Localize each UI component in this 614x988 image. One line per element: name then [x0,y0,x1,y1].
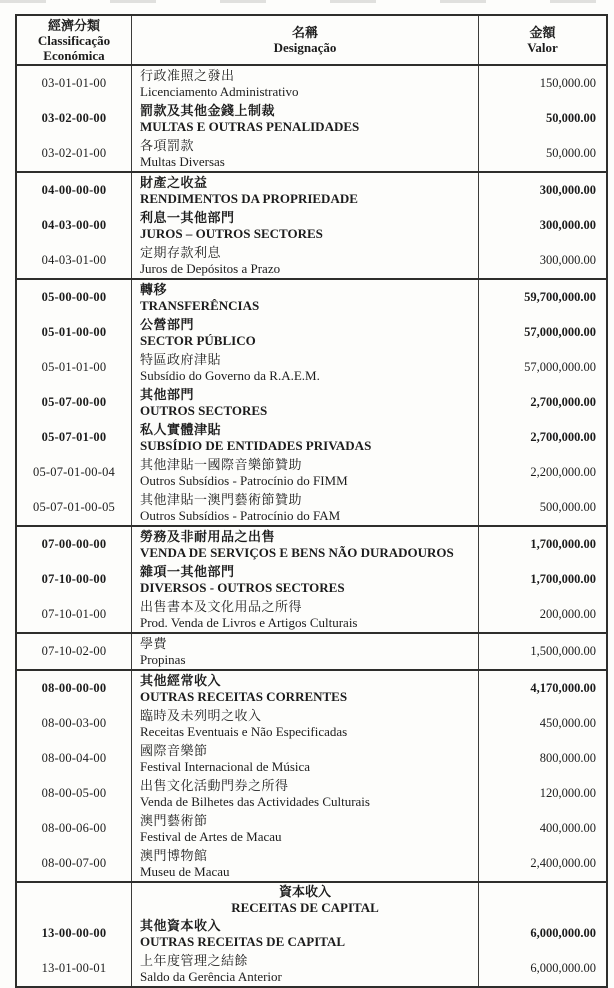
row-name-pt: RENDIMENTOS DA PROPRIEDADE [140,191,358,206]
row-code: 07-10-01-00 [17,597,132,632]
table-row [17,208,606,243]
header-classification [17,16,132,64]
table-row [17,350,606,385]
row-code: 08-00-04-00 [17,741,132,776]
table-row [17,671,606,706]
budget-revenue-table [15,14,608,988]
header-classification-zh: 經濟分類 [47,17,100,33]
row-code: 13-01-00-01 [17,951,132,986]
scan-edge-artifact [0,0,614,3]
row-name-pt: OUTROS SECTORES [140,403,268,418]
row-name-zh: 轉移 [140,282,168,297]
row-name-pt: Subsídio do Governo da R.A.E.M. [140,368,320,383]
table-section [17,669,606,881]
table-section [17,64,606,171]
row-designation [132,811,479,846]
row-name-pt: Festival Internacional de Música [140,759,311,774]
row-code: 05-01-01-00 [17,350,132,385]
table-row [17,385,606,420]
row-value: 6,000,000.00 [530,961,596,975]
table-row [17,455,606,490]
row-name-zh: 各項罰款 [140,138,195,153]
row-name-zh: 勞務及非耐用品之出售 [140,529,276,544]
table-section [17,525,606,632]
row-name-pt: Propinas [140,652,186,667]
table-section [17,171,606,278]
row-name-pt: Outros Subsídios - Patrocínio do FIMM [140,473,348,488]
row-value: 300,000.00 [539,253,596,267]
row-name-zh: 其他經常收入 [140,673,222,688]
row-designation [132,420,479,455]
header-designation-zh: 名稱 [291,25,318,40]
row-code: 03-02-01-00 [17,136,132,171]
row-code: 08-00-05-00 [17,776,132,811]
row-code: 07-00-00-00 [17,527,132,562]
row-name-zh: 出售書本及文化用品之所得 [140,599,303,614]
row-value: 300,000.00 [539,183,596,197]
table-row [17,776,606,811]
row-value: 400,000.00 [539,821,596,835]
row-value: 57,000,000.00 [524,360,596,374]
row-name-pt: DIVERSOS - OUTROS SECTORES [140,580,345,595]
row-name-pt: OUTRAS RECEITAS CORRENTES [140,689,348,704]
row-name-pt: JUROS – OUTROS SECTORES [140,226,323,241]
row-designation [132,280,479,315]
row-code: 03-02-00-00 [17,101,132,136]
row-name-zh: 上年度管理之結餘 [140,953,249,968]
table-header-row [17,16,606,64]
row-designation [132,846,479,881]
row-value: 2,200,000.00 [530,465,596,479]
row-name-zh: 澳門博物館 [140,848,208,863]
row-value: 6,000,000.00 [530,926,596,940]
row-designation [132,350,479,385]
row-value: 50,000.00 [546,111,596,125]
table-section [17,881,606,986]
row-name-zh: 行政准照之發出 [140,68,235,83]
row-code: 04-03-00-00 [17,208,132,243]
section-title-value-cell [479,883,606,916]
row-value: 57,000,000.00 [524,325,596,339]
row-name-zh: 利息一其他部門 [140,210,235,225]
row-name-pt: Prod. Venda de Livros e Artigos Culturais [140,615,358,630]
row-designation [132,101,479,136]
table-body [17,64,606,986]
row-code: 08-00-06-00 [17,811,132,846]
row-designation [132,315,479,350]
table-row [17,527,606,562]
row-name-zh: 出售文化活動門券之所得 [140,778,289,793]
row-name-zh: 私人實體津貼 [140,422,222,437]
row-name-pt: Museu de Macau [140,864,230,879]
row-name-pt: VENDA DE SERVIÇOS E BENS NÃO DURADOUROS [140,545,454,560]
row-name-zh: 國際音樂節 [140,743,208,758]
table-row [17,66,606,101]
row-designation [132,671,479,706]
table-row [17,741,606,776]
row-name-zh: 澳門藝術節 [140,813,208,828]
header-classification-pt-1: Classificação [37,32,111,48]
row-name-zh: 財產之收益 [140,175,208,190]
row-code: 08-00-00-00 [17,671,132,706]
row-designation [132,208,479,243]
row-name-zh: 其他部門 [140,387,195,402]
table-row [17,173,606,208]
row-name-pt: Venda de Bilhetes das Actividades Culturais [140,794,370,809]
header-designation-pt: Designação [273,40,337,55]
header-designation [132,16,479,64]
table-row [17,597,606,632]
table-row [17,811,606,846]
row-code: 05-01-00-00 [17,315,132,350]
table-section [17,278,606,525]
row-value: 1,700,000.00 [530,537,596,551]
row-name-pt: Juros de Depósitos a Prazo [140,261,281,276]
row-value: 300,000.00 [539,218,596,232]
row-name-zh: 罰款及其他金錢上制裁 [140,103,276,118]
row-name-zh: 學費 [140,636,168,651]
row-designation [132,527,479,562]
row-value: 500,000.00 [539,500,596,514]
row-name-pt: OUTRAS RECEITAS DE CAPITAL [140,934,346,949]
row-code: 13-00-00-00 [17,916,132,951]
table-row [17,490,606,525]
section-title-code-cell [17,883,132,916]
row-name-zh: 其他資本收入 [140,918,222,933]
table-row [17,951,606,986]
row-name-pt: Receitas Eventuais e Não Especificadas [140,724,348,739]
table-row [17,916,606,951]
row-name-pt: Saldo da Gerência Anterior [140,969,282,984]
row-name-zh: 雜項一其他部門 [140,564,235,579]
row-designation [132,490,479,525]
row-designation [132,136,479,171]
row-designation [132,741,479,776]
row-designation [132,597,479,632]
section-title-row [17,883,606,916]
row-name-pt: MULTAS E OUTRAS PENALIDADES [140,119,360,134]
row-designation [132,706,479,741]
table-row [17,315,606,350]
row-value: 2,400,000.00 [530,856,596,870]
table-row [17,634,606,669]
row-value: 2,700,000.00 [530,395,596,409]
section-title-pt: RECEITAS DE CAPITAL [231,899,379,915]
row-code: 07-10-00-00 [17,562,132,597]
row-designation [132,634,479,669]
row-value: 50,000.00 [546,146,596,160]
row-code: 04-00-00-00 [17,173,132,208]
row-designation [132,66,479,101]
header-classification-pt-2: Económica [43,47,105,63]
row-value: 1,500,000.00 [530,644,596,658]
row-code: 03-01-01-00 [17,66,132,101]
table-section [17,632,606,669]
row-designation [132,951,479,986]
row-designation [132,776,479,811]
row-code: 05-00-00-00 [17,280,132,315]
row-code: 05-07-00-00 [17,385,132,420]
table-row [17,280,606,315]
row-designation [132,916,479,951]
row-code: 08-00-07-00 [17,846,132,881]
row-name-pt: Outros Subsídios - Patrocínio do FAM [140,508,341,523]
header-value-pt: Valor [527,40,558,55]
table-row [17,136,606,171]
row-code: 07-10-02-00 [17,634,132,669]
row-name-zh: 特區政府津貼 [140,352,222,367]
row-code: 04-03-01-00 [17,243,132,278]
row-name-pt: SUBSÍDIO DE ENTIDADES PRIVADAS [140,438,372,453]
row-value: 120,000.00 [539,786,596,800]
row-value: 200,000.00 [539,607,596,621]
table-row [17,243,606,278]
row-value: 800,000.00 [539,751,596,765]
section-title-zh: 資本收入 [278,883,331,899]
row-name-pt: TRANSFERÊNCIAS [140,298,260,313]
row-code: 05-07-01-00-05 [17,490,132,525]
row-value: 2,700,000.00 [530,430,596,444]
row-name-zh: 定期存款利息 [140,245,222,260]
row-designation [132,385,479,420]
row-value: 1,700,000.00 [530,572,596,586]
row-code: 05-07-01-00-04 [17,455,132,490]
table-row [17,562,606,597]
row-name-zh: 臨時及未列明之收入 [140,708,262,723]
row-name-pt: SECTOR PÚBLICO [140,333,256,348]
row-value: 150,000.00 [539,76,596,90]
row-code: 05-07-01-00 [17,420,132,455]
row-name-pt: Festival de Artes de Macau [140,829,282,844]
header-value-zh: 金額 [529,25,556,40]
row-value: 59,700,000.00 [524,290,596,304]
row-value: 450,000.00 [539,716,596,730]
row-name-zh: 其他津貼一澳門藝術節贊助 [140,492,303,507]
table-row [17,101,606,136]
row-name-zh: 其他津貼一國際音樂節贊助 [140,457,303,472]
row-value: 4,170,000.00 [530,681,596,695]
row-designation [132,455,479,490]
row-name-pt: Licenciamento Administrativo [140,84,299,99]
row-code: 08-00-03-00 [17,706,132,741]
row-designation [132,243,479,278]
row-name-pt: Multas Diversas [140,154,225,169]
row-name-zh: 公營部門 [140,317,195,332]
row-designation [132,173,479,208]
table-row [17,846,606,881]
header-value [479,16,606,64]
section-title-cell [132,883,479,916]
table-row [17,706,606,741]
table-row [17,420,606,455]
row-designation [132,562,479,597]
